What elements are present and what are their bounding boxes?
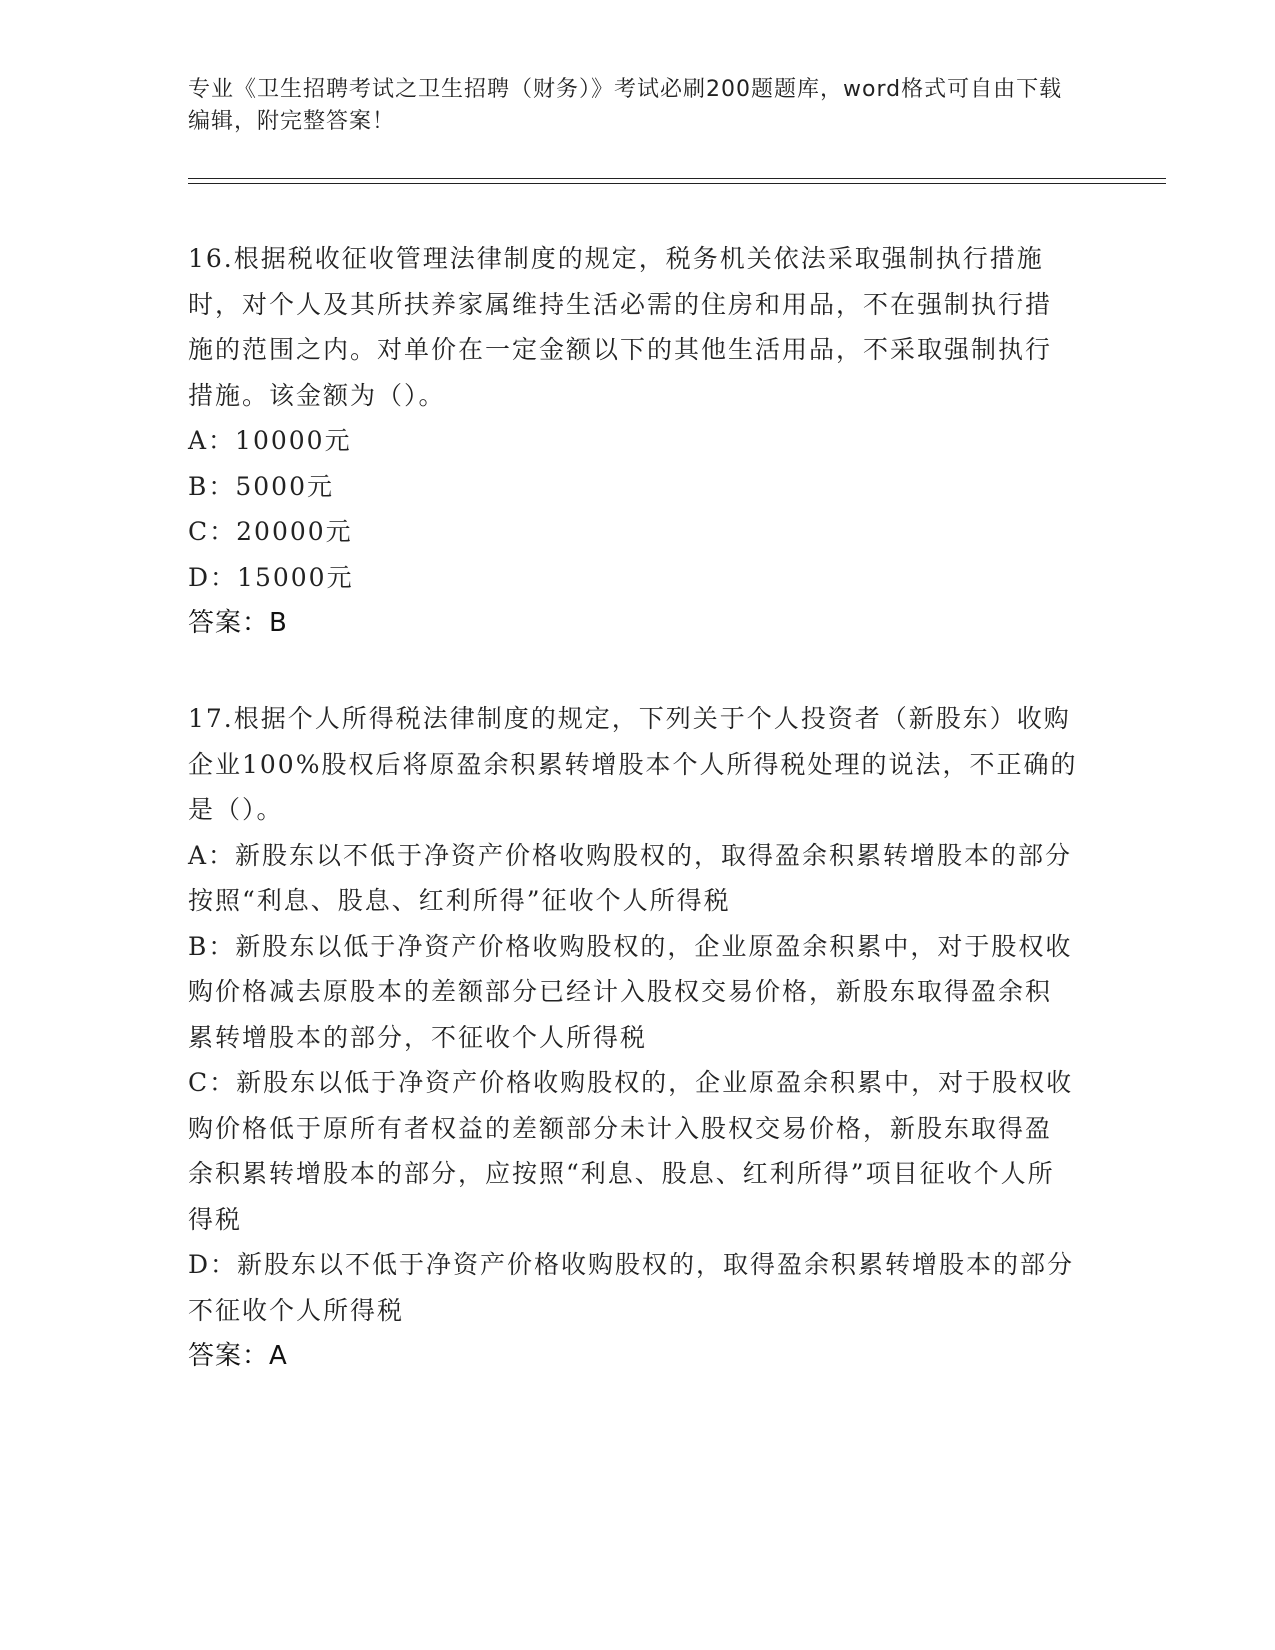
option-d: D：新股东以不低于净资产价格收购股权的，取得盈余积累转增股本的部分不征收个人所得税: [188, 1250, 1075, 1325]
option-b: B：5000元: [188, 471, 334, 501]
option-d: D：15000元: [188, 562, 354, 592]
option-c: C：新股东以低于净资产价格收购股权的，企业原盈余积累中，对于股权收购价格低于原所有者权益的差额部分未计入股权交易价格，新股东取得盈余积累转增股本的部分，应按照“利息、股息、红利所得”项目征收个人所得税: [188, 1068, 1074, 1234]
option-c: C：20000元: [188, 517, 353, 546]
document-header: 专业《卫生招聘考试之卫生招聘（财务）》考试必刷200题题库，word格式可自由下载编辑，附完整答案！: [188, 77, 1063, 134]
answer-label: 答案：B: [188, 608, 288, 638]
option-a: A：新股东以不低于净资产价格收购股权的，取得盈余积累转增股本的部分按照“利息、股息、红利所得”征收个人所得税: [188, 840, 1073, 915]
header-divider-top: [188, 178, 1166, 179]
option-b: B：新股东以低于净资产价格收购股权的，企业原盈余积累中，对于股权收购价格减去原股本的差额部分已经计入股权交易价格，新股东取得盈余积累转增股本的部分，不征收个人所得税: [188, 931, 1073, 1052]
option-a: A：10000元: [188, 426, 352, 455]
answer-label: 答案：A: [188, 1341, 288, 1371]
question-17: [188, 696, 1078, 1379]
question-stem: 17.根据个人所得税法律制度的规定，下列关于个人投资者（新股东）收购企业100%股权后将原盈余积累转增股本个人所得税处理的说法，不正确的是（）。: [188, 704, 1078, 824]
question-16: [188, 236, 1078, 646]
question-stem: 16.根据税收征收管理法律制度的规定，税务机关依法采取强制执行措施时，对个人及其所扶养家属维持生活必需的住房和用品，不在强制执行措施的范围之内。对单价在一定金额以下的其他生活用品，不采取强制执行措施。该金额为（）。: [188, 244, 1053, 410]
header-divider-bottom: [188, 183, 1166, 184]
